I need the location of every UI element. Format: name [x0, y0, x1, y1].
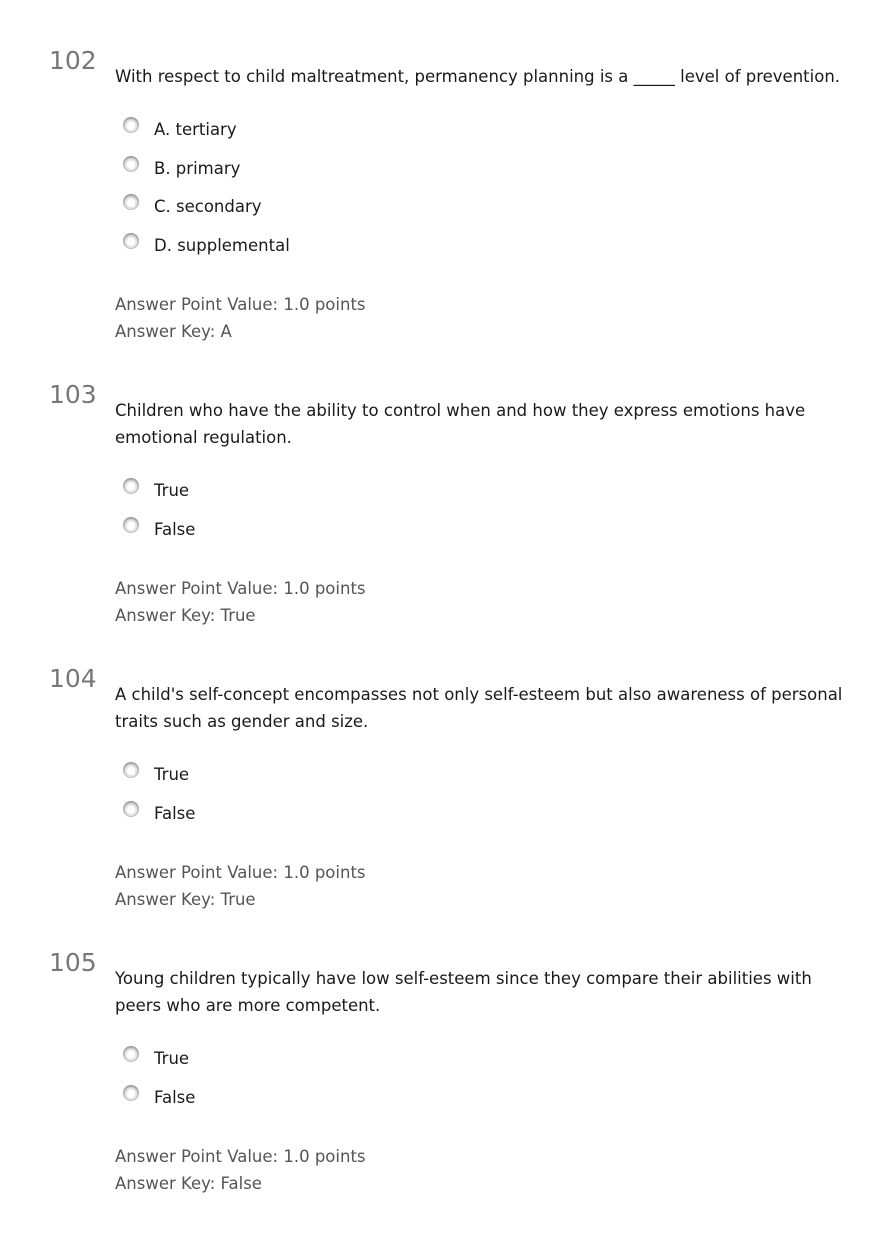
radio-button-icon[interactable] — [123, 194, 139, 210]
question-number: 105 — [49, 948, 97, 977]
answer-info — [115, 291, 366, 345]
point-value: Answer Point Value: 1.0 points — [115, 1147, 366, 1166]
radio-button-icon[interactable] — [123, 156, 139, 172]
question-number: 103 — [49, 380, 97, 409]
point-value: Answer Point Value: 1.0 points — [115, 295, 366, 314]
option-label: True — [154, 765, 190, 784]
radio-button-icon[interactable] — [123, 801, 139, 817]
point-value: Answer Point Value: 1.0 points — [115, 579, 366, 598]
question-text: With respect to child maltreatment, permanency planning is a _____ level of prevention. — [115, 67, 841, 86]
question-number: 102 — [49, 46, 97, 75]
radio-button-icon[interactable] — [123, 233, 139, 249]
answer-key: Answer Key: True — [115, 890, 256, 909]
radio-button-icon[interactable] — [123, 117, 139, 133]
radio-button-icon[interactable] — [123, 478, 139, 494]
radio-button-icon[interactable] — [123, 517, 139, 533]
option-label: False — [154, 1087, 196, 1107]
answer-key: Answer Key: A — [115, 322, 232, 341]
option-label: True — [154, 481, 190, 500]
question-text: A child's self-concept encompasses not only self-esteem but also awareness of personal traits such as gender and size. — [115, 685, 843, 731]
answer-key: Answer Key: False — [115, 1174, 262, 1193]
question-text: Young children typically have low self-esteem since they compare their abilities with peers who are more competent. — [115, 969, 812, 1015]
radio-button-icon[interactable] — [123, 1085, 139, 1101]
point-value: Answer Point Value: 1.0 points — [115, 863, 366, 882]
radio-button-icon[interactable] — [123, 762, 139, 778]
answer-info — [115, 575, 366, 629]
option-label: False — [154, 519, 196, 539]
question-text: Children who have the ability to control when and how they express emotions have emotional regulation. — [115, 401, 806, 447]
option-label: A. tertiary — [154, 120, 237, 139]
question-number: 104 — [49, 664, 97, 693]
option-label: False — [154, 803, 196, 823]
option-label: B. primary — [154, 158, 241, 178]
radio-button-icon[interactable] — [123, 1046, 139, 1062]
option-label: D. supplemental — [154, 235, 290, 255]
option-label: C. secondary — [154, 197, 262, 216]
answer-info — [115, 859, 366, 913]
option-label: True — [154, 1049, 190, 1068]
answer-key: Answer Key: True — [115, 606, 256, 625]
answer-info — [115, 1143, 366, 1197]
